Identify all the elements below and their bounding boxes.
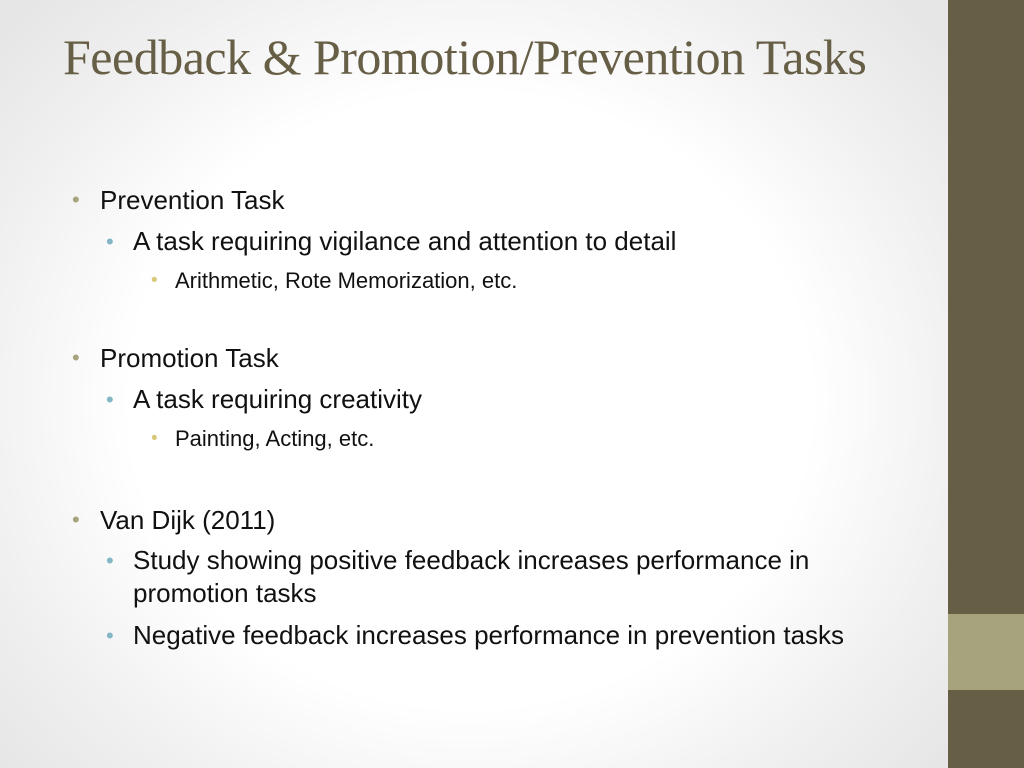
bullet-item-level3	[151, 267, 915, 295]
bullet-dot-icon: •	[72, 187, 80, 212]
bullet-text: Van Dijk (2011)	[100, 505, 276, 535]
bullet-item-level2	[106, 383, 913, 416]
bullet-text: Prevention Task	[100, 185, 285, 215]
bullet-item-level1	[72, 504, 900, 536]
bullet-item-level2	[106, 544, 893, 610]
bullet-text: Painting, Acting, etc.	[175, 426, 375, 451]
bullet-dot-icon: •	[151, 428, 158, 449]
bullet-item-level1	[72, 342, 900, 374]
bullet-text: A task requiring creativity	[133, 384, 423, 414]
bullet-item-level3	[151, 425, 915, 453]
slide-title: Feedback & Promotion/Prevention Tasks	[63, 29, 867, 85]
bullet-dot-icon: •	[106, 229, 114, 254]
bullet-dot-icon: •	[151, 270, 158, 291]
bullet-text: Negative feedback increases performance in prevention tasks	[133, 620, 845, 650]
bullet-item-level1	[72, 184, 900, 216]
bullet-dot-icon: •	[106, 387, 114, 412]
bullet-dot-icon: •	[106, 623, 114, 648]
bullet-text: Arithmetic, Rote Memorization, etc.	[175, 268, 518, 293]
bullet-text: Promotion Task	[100, 343, 279, 373]
bullet-text: Study showing positive feedback increases performance in promotion tasks	[133, 545, 810, 608]
bullet-item-level2	[106, 619, 893, 652]
bullet-text: A task requiring vigilance and attention to detail	[133, 226, 677, 256]
bullet-dot-icon: •	[106, 548, 114, 573]
bullet-dot-icon: •	[72, 507, 80, 532]
side-decoration-accent	[948, 614, 1024, 690]
bullet-dot-icon: •	[72, 345, 80, 370]
bullet-item-level2	[106, 225, 913, 258]
